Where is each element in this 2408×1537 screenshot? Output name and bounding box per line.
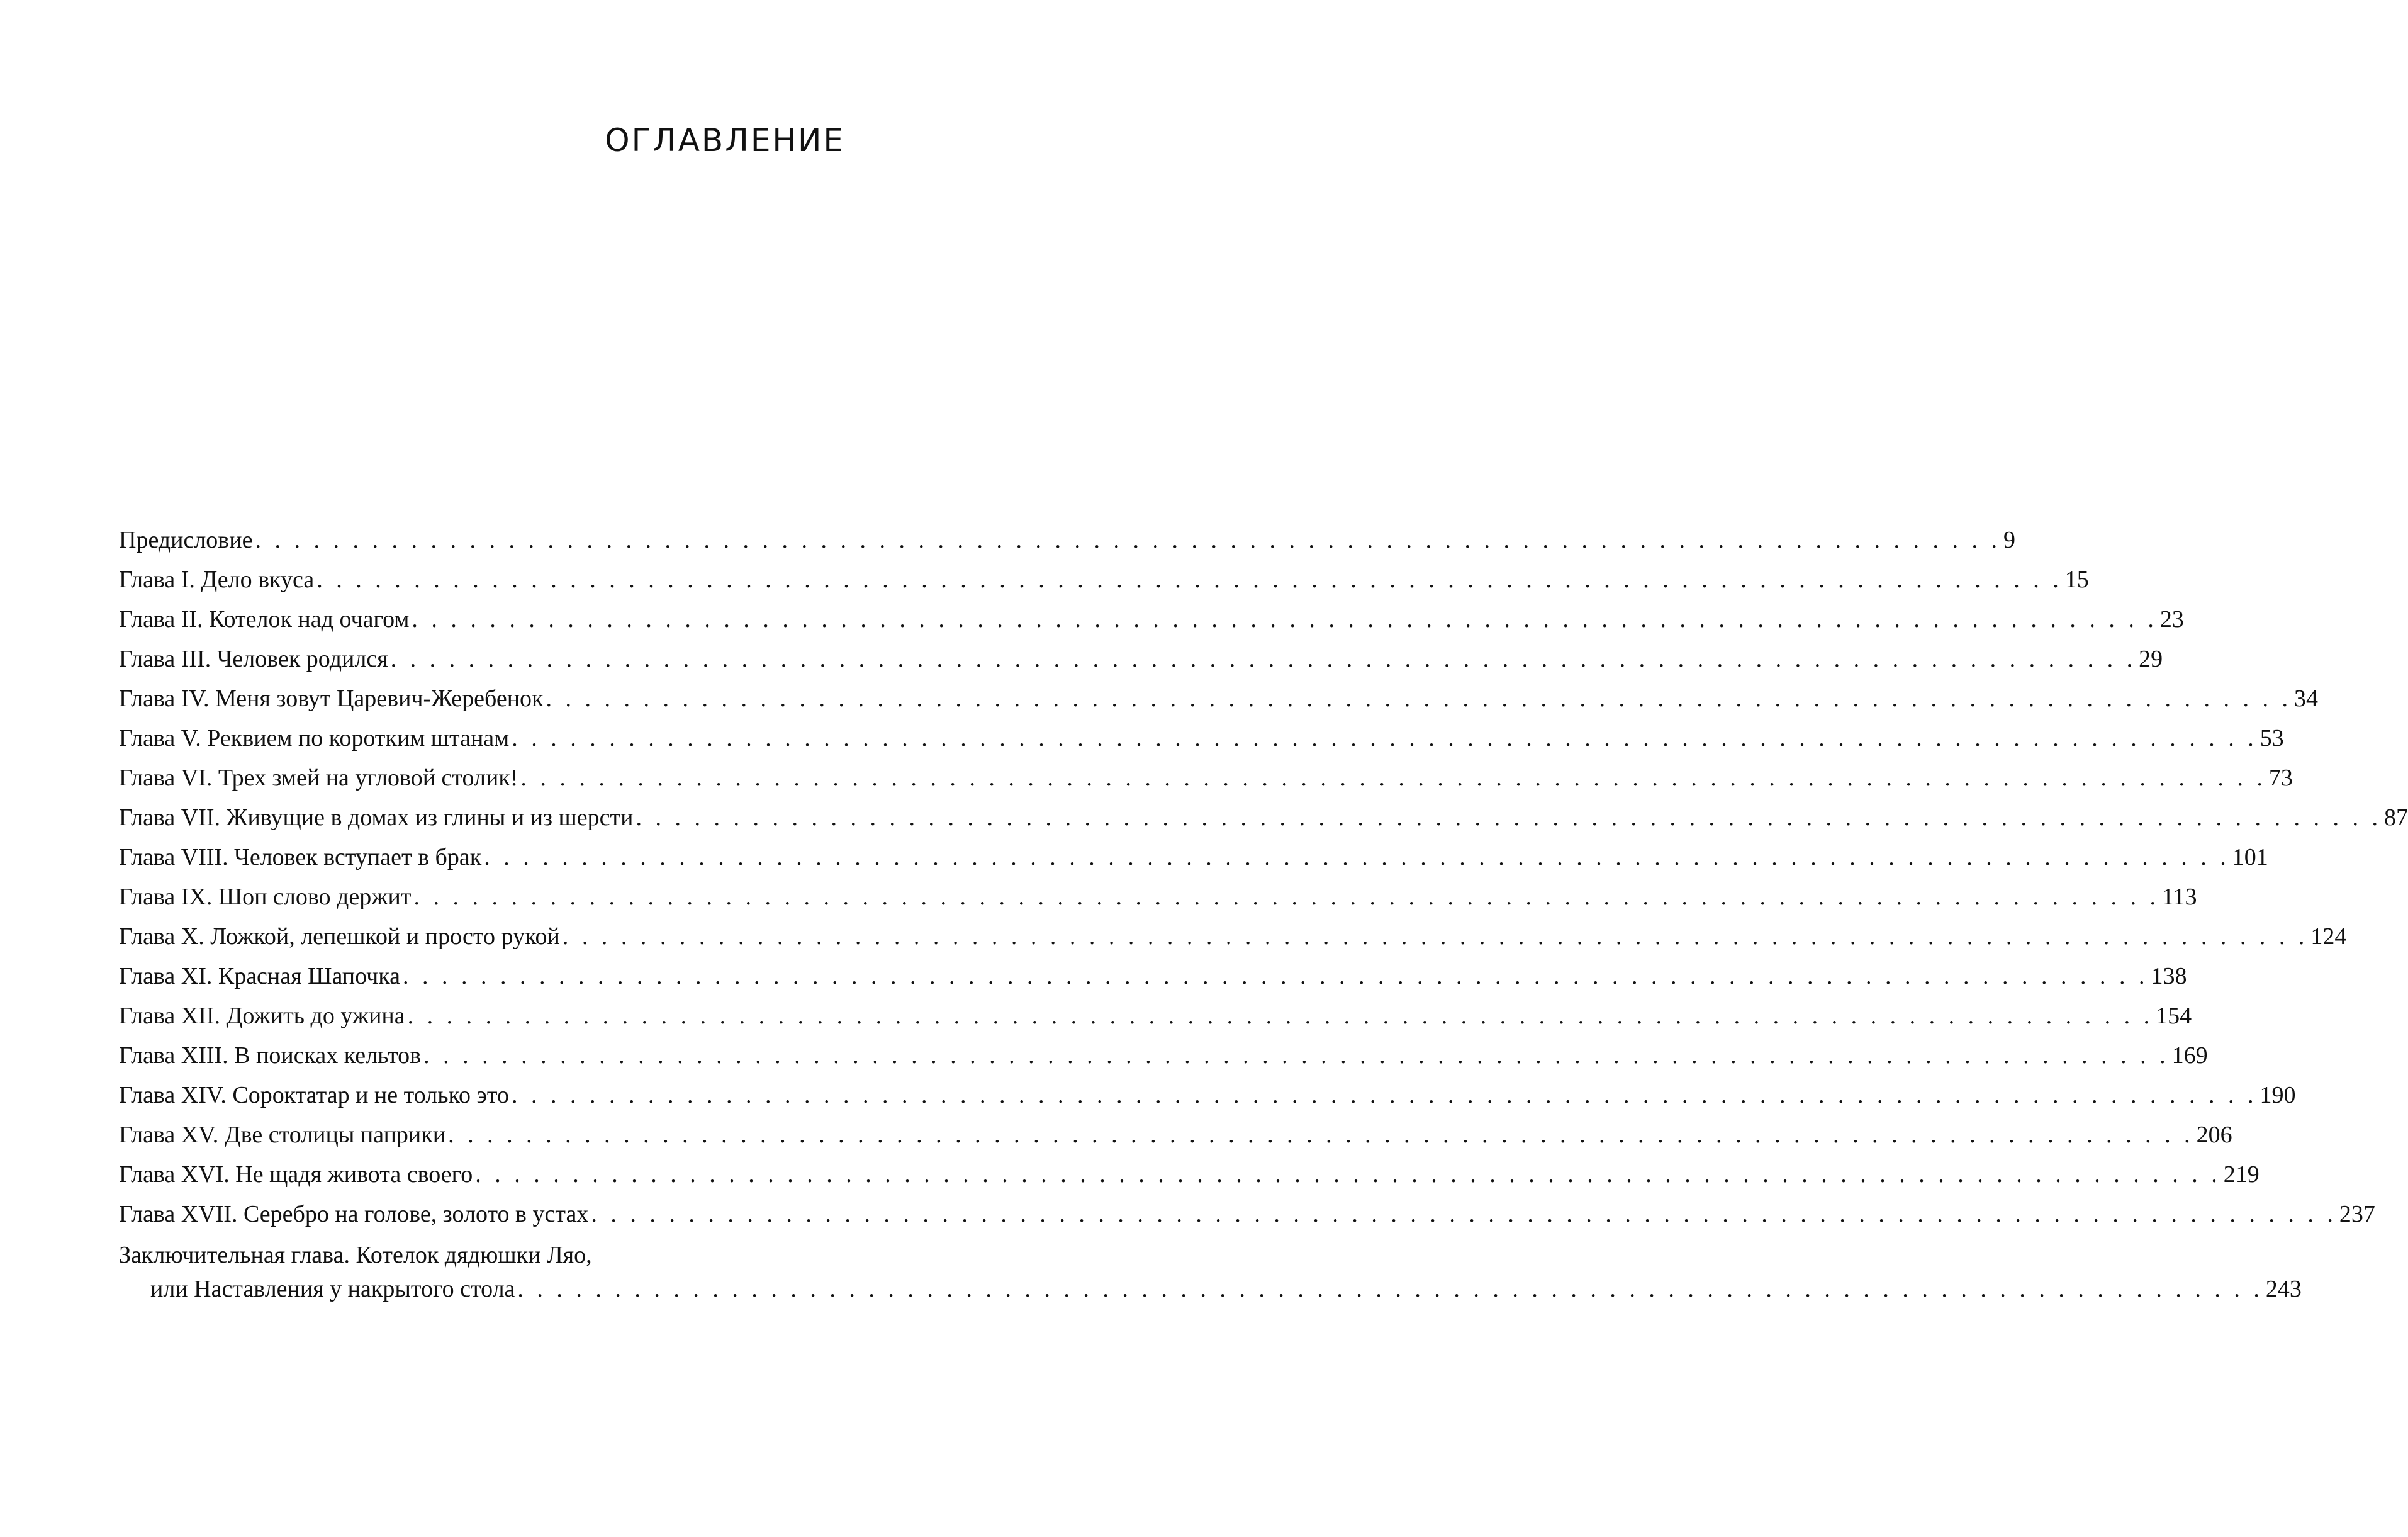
- toc-entry-chapter-14[interactable]: [119, 1076, 2296, 1115]
- toc-entry-page: 9: [2003, 527, 2015, 553]
- toc-entry-page: 243: [2265, 1276, 2302, 1302]
- dot-leader: . . . . . . . . . . . . . . . . . . . . . . . . . . . . . . . . . . . . . . . . . . . . . . . . . . . . . . . . . . . . . . . . . . . . . . . . . . . . . . . . . . . . . . . . . .: [546, 685, 2292, 712]
- toc-entry-chapter-4[interactable]: [119, 679, 2319, 719]
- toc-entry-page: 169: [2171, 1042, 2208, 1069]
- toc-entry-chapter-7[interactable]: [119, 798, 2408, 838]
- toc-entry-label-continued: или Наставления у накрытого стола: [150, 1276, 515, 1302]
- dot-leader: . . . . . . . . . . . . . . . . . . . . . . . . . . . . . . . . . . . . . . . . . . . . . . . . . . . . . . . . . . . . . . . . . . . . . . . . . . . . . . . . . . . . . . . . . .: [517, 1276, 2263, 1302]
- toc-entry-label: Предисловие: [119, 527, 253, 553]
- toc-entry-page: 29: [2139, 646, 2163, 672]
- dot-leader: . . . . . . . . . . . . . . . . . . . . . . . . . . . . . . . . . . . . . . . . . . . . . . . . . . . . . . . . . . . . . . . . . . . . . . . . . . . . . . . . . . . . . . . . . .: [413, 884, 2159, 910]
- dot-leader: . . . . . . . . . . . . . . . . . . . . . . . . . . . . . . . . . . . . . . . . . . . . . . . . . . . . . . . . . . . . . . . . . . . . . . . . . . . . . . . . . . . . . . . . . .: [562, 923, 2309, 950]
- toc-entry-chapter-13[interactable]: [119, 1036, 2208, 1076]
- toc-entry-label: Глава VII. Живущие в домах из глины и из шерсти: [119, 804, 634, 831]
- dot-leader: . . . . . . . . . . . . . . . . . . . . . . . . . . . . . . . . . . . . . . . . . . . . . . . . . . . . . . . . . . . . . . . . . . . . . . . . . . . . . . . . . . . . . . . . . .: [636, 804, 2382, 831]
- page-title: ОГЛАВЛЕНИЕ: [605, 122, 845, 159]
- toc-entry-label: Глава III. Человек родился: [119, 646, 388, 672]
- toc-entry-chapter-17[interactable]: [119, 1195, 2375, 1234]
- toc-entry-page: 237: [2339, 1201, 2375, 1227]
- toc-entry-label: Глава XVI. Не щадя живота своего: [119, 1161, 473, 1188]
- dot-leader: . . . . . . . . . . . . . . . . . . . . . . . . . . . . . . . . . . . . . . . . . . . . . . . . . . . . . . . . . . . . . . . . . . . . . . . . . . . . . . . . . . . . . . . . . .: [448, 1122, 2194, 1148]
- toc-entry-page: 87: [2383, 804, 2408, 831]
- toc-entry-chapter-16[interactable]: [119, 1155, 2260, 1195]
- toc-entry-page: 23: [2159, 606, 2184, 633]
- toc-entry-chapter-3[interactable]: [119, 639, 2163, 679]
- toc-entry-label: Глава II. Котелок над очагом: [119, 606, 410, 633]
- toc-entry-final-chapter[interactable]: [119, 1238, 2302, 1306]
- toc-entry-page: 113: [2161, 884, 2197, 910]
- dot-leader: . . . . . . . . . . . . . . . . . . . . . . . . . . . . . . . . . . . . . . . . . . . . . . . . . . . . . . . . . . . . . . . . . . . . . . . . . . . . . . . . . . . . . . . . . .: [423, 1042, 2170, 1069]
- toc-entry-chapter-1[interactable]: [119, 560, 2089, 600]
- toc-entry-chapter-2[interactable]: [119, 600, 2184, 639]
- dot-leader: . . . . . . . . . . . . . . . . . . . . . . . . . . . . . . . . . . . . . . . . . . . . . . . . . . . . . . . . . . . . . . . . . . . . . . . . . . . . . . . . . . . . . . . . . .: [255, 527, 2001, 553]
- dot-leader: . . . . . . . . . . . . . . . . . . . . . . . . . . . . . . . . . . . . . . . . . . . . . . . . . . . . . . . . . . . . . . . . . . . . . . . . . . . . . . . . . . . . . . . . . .: [390, 646, 2137, 672]
- toc-entry-label: Глава XIII. В поисках кельтов: [119, 1042, 422, 1069]
- toc-entry-chapter-5[interactable]: [119, 719, 2284, 758]
- dot-leader: . . . . . . . . . . . . . . . . . . . . . . . . . . . . . . . . . . . . . . . . . . . . . . . . . . . . . . . . . . . . . . . . . . . . . . . . . . . . . . . . . . . . . . . . . .: [484, 844, 2230, 870]
- dot-leader: . . . . . . . . . . . . . . . . . . . . . . . . . . . . . . . . . . . . . . . . . . . . . . . . . . . . . . . . . . . . . . . . . . . . . . . . . . . . . . . . . . . . . . . . . .: [511, 1082, 2258, 1108]
- toc-entry-label: Глава XVII. Серебро на голове, золото в устах: [119, 1201, 589, 1227]
- toc-entry-page: 124: [2310, 923, 2347, 950]
- toc-entry-label: Глава XI. Красная Шапочка: [119, 963, 401, 989]
- toc-entry-page: 154: [2156, 1003, 2192, 1029]
- toc-entry-page: 206: [2196, 1122, 2232, 1148]
- toc-entry-page: 138: [2151, 963, 2187, 989]
- dot-leader: . . . . . . . . . . . . . . . . . . . . . . . . . . . . . . . . . . . . . . . . . . . . . . . . . . . . . . . . . . . . . . . . . . . . . . . . . . . . . . . . . . . . . . . . . .: [512, 725, 2258, 752]
- toc-entry-label: Заключительная глава. Котелок дядюшки Ляо,: [119, 1242, 592, 1268]
- dot-leader: . . . . . . . . . . . . . . . . . . . . . . . . . . . . . . . . . . . . . . . . . . . . . . . . . . . . . . . . . . . . . . . . . . . . . . . . . . . . . . . . . . . . . . . . . .: [412, 606, 2158, 633]
- toc-entry-page: 53: [2260, 725, 2284, 752]
- toc-entry-label: Глава VIII. Человек вступает в брак: [119, 844, 482, 870]
- toc-entry-label: Глава XII. Дожить до ужина: [119, 1003, 405, 1029]
- toc-entry-label: Глава XV. Две столицы паприки: [119, 1122, 446, 1148]
- toc-entry-label: Глава VI. Трех змей на угловой столик!: [119, 765, 518, 791]
- dot-leader: . . . . . . . . . . . . . . . . . . . . . . . . . . . . . . . . . . . . . . . . . . . . . . . . . . . . . . . . . . . . . . . . . . . . . . . . . . . . . . . . . . . . . . . . . .: [403, 963, 2149, 989]
- dot-leader: . . . . . . . . . . . . . . . . . . . . . . . . . . . . . . . . . . . . . . . . . . . . . . . . . . . . . . . . . . . . . . . . . . . . . . . . . . . . . . . . . . . . . . . . . .: [520, 765, 2266, 791]
- dot-leader: . . . . . . . . . . . . . . . . . . . . . . . . . . . . . . . . . . . . . . . . . . . . . . . . . . . . . . . . . . . . . . . . . . . . . . . . . . . . . . . . . . . . . . . . . .: [475, 1161, 2221, 1188]
- toc-entry-label: Глава X. Ложкой, лепешкой и просто рукой: [119, 923, 560, 950]
- toc-entry-page: 73: [2268, 765, 2293, 791]
- dot-leader: . . . . . . . . . . . . . . . . . . . . . . . . . . . . . . . . . . . . . . . . . . . . . . . . . . . . . . . . . . . . . . . . . . . . . . . . . . . . . . . . . . . . . . . . . .: [591, 1201, 2337, 1227]
- toc-entry-chapter-15[interactable]: [119, 1115, 2232, 1155]
- toc-entry-page: 190: [2260, 1082, 2296, 1108]
- table-of-contents: [119, 521, 2408, 1306]
- dot-leader: . . . . . . . . . . . . . . . . . . . . . . . . . . . . . . . . . . . . . . . . . . . . . . . . . . . . . . . . . . . . . . . . . . . . . . . . . . . . . . . . . . . . . . . . . .: [407, 1003, 2154, 1029]
- toc-entry-page: 15: [2064, 566, 2089, 593]
- toc-entry-chapter-10[interactable]: [119, 917, 2347, 957]
- toc-entry-page: 34: [2294, 685, 2319, 712]
- toc-entry-chapter-8[interactable]: [119, 838, 2268, 877]
- toc-entry-chapter-6[interactable]: [119, 758, 2293, 798]
- toc-entry-label: Глава I. Дело вкуса: [119, 566, 315, 593]
- toc-entry-chapter-9[interactable]: [119, 877, 2197, 917]
- toc-entry-preface[interactable]: [119, 521, 2015, 560]
- toc-entry-label: Глава IV. Меня зовут Царевич-Жеребенок: [119, 685, 544, 712]
- toc-entry-label: Глава IX. Шоп слово держит: [119, 884, 412, 910]
- toc-entry-chapter-11[interactable]: [119, 957, 2187, 996]
- toc-entry-label: Глава XIV. Сороктатар и не только это: [119, 1082, 509, 1108]
- toc-entry-chapter-12[interactable]: [119, 996, 2192, 1036]
- toc-entry-page: 219: [2223, 1161, 2260, 1188]
- toc-entry-label: Глава V. Реквием по коротким штанам: [119, 725, 510, 752]
- dot-leader: . . . . . . . . . . . . . . . . . . . . . . . . . . . . . . . . . . . . . . . . . . . . . . . . . . . . . . . . . . . . . . . . . . . . . . . . . . . . . . . . . . . . . . . . . .: [316, 566, 2063, 593]
- toc-entry-page: 101: [2232, 844, 2268, 870]
